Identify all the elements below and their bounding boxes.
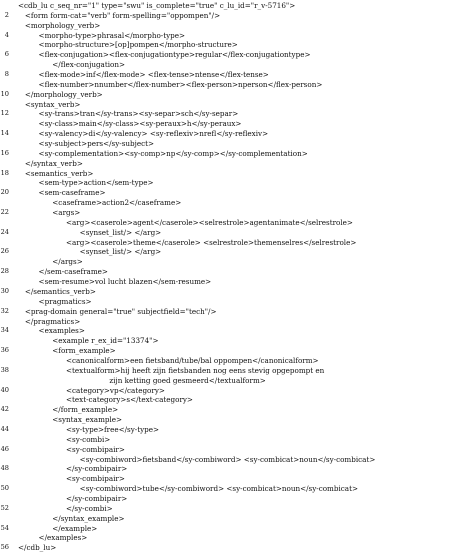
code-text: <arg><caserole>theme</caserole> <selrestrole>themenselres</selrestrole> <box>18 237 357 247</box>
code-line <box>0 218 472 228</box>
line-number: 32 <box>0 306 9 315</box>
code-line <box>0 257 472 267</box>
code-line <box>0 435 472 445</box>
code-text: <syntax_example> <box>18 415 123 425</box>
code-line <box>0 40 472 50</box>
code-line <box>0 129 472 139</box>
code-line <box>0 178 472 188</box>
code-text: <pragmatics> <box>18 296 92 306</box>
code-text: <morpho-structure>[op]pompen</morpho-structure> <box>18 40 238 50</box>
code-line <box>0 514 472 524</box>
line-number: 26 <box>0 247 9 256</box>
line-number: 54 <box>0 523 9 532</box>
code-text: <examples> <box>18 326 85 336</box>
code-line <box>0 504 472 514</box>
code-text: <sy-trans>tran</sy-trans><sy-separ>sch</sy-separ> <box>18 109 239 119</box>
code-line <box>0 494 472 504</box>
line-number: 4 <box>4 30 9 39</box>
code-text: </syntax_verb> <box>18 158 83 168</box>
code-line <box>0 11 472 21</box>
code-text: </sy-combipair> <box>18 493 128 503</box>
code-text: <text-category>s</text-category> <box>18 395 193 405</box>
code-text: <arg><caserole>agent</caserole><selrestrole>agentanimate</selrestrole> <box>18 217 353 227</box>
code-text: <sy-combiword>tube</sy-combiword> <sy-combicat>noun</sy-combicat> <box>18 484 358 494</box>
code-text: </syntax_example> <box>18 513 125 523</box>
code-text: <sy-subject>pers</sy-subject> <box>18 139 155 149</box>
code-line <box>0 169 472 179</box>
code-line <box>0 119 472 129</box>
code-line <box>0 524 472 534</box>
code-text: <sem-resume>vol lucht blazen</sem-resume> <box>18 277 212 287</box>
code-line <box>0 543 472 553</box>
line-number: 20 <box>0 188 9 197</box>
code-line <box>0 474 472 484</box>
code-text: <caseframe>action2</caseframe> <box>18 198 182 208</box>
code-text: <sy-combipair> <box>18 474 125 484</box>
code-text: </args> <box>18 257 83 267</box>
code-text: </sy-combi> <box>18 503 113 513</box>
line-number: 48 <box>0 464 9 473</box>
line-number: 30 <box>0 286 9 295</box>
line-number: 18 <box>0 168 9 177</box>
line-number: 28 <box>0 267 9 276</box>
code-text: <flex-number>nnumber</flex-number><flex-person>nperson</flex-person> <box>18 79 323 89</box>
code-line <box>0 188 472 198</box>
code-text: <textualform>hij heeft zijn fietsbanden nog eens stevig opgepompt en <box>18 365 325 375</box>
code-text: <flex-conjugation><flex-conjugationtype>regular</flex-conjugationtype> <box>18 50 311 60</box>
line-number: 34 <box>0 326 9 335</box>
code-line <box>0 50 472 60</box>
line-number: 56 <box>0 543 9 552</box>
code-line <box>0 80 472 90</box>
code-line <box>0 208 472 218</box>
code-line <box>0 464 472 474</box>
code-line <box>0 228 472 238</box>
code-text: <args> <box>18 208 81 218</box>
code-text: <sy-combipair> <box>18 444 125 454</box>
code-line <box>0 376 472 386</box>
code-line <box>0 198 472 208</box>
code-text: <example r_ex_id="13374"> <box>18 336 159 346</box>
code-line <box>0 109 472 119</box>
code-line <box>0 346 472 356</box>
code-line <box>0 31 472 41</box>
code-text: <sem-type>action</sem-type> <box>18 178 154 188</box>
code-line <box>0 455 472 465</box>
code-line <box>0 149 472 159</box>
line-number: 52 <box>0 503 9 512</box>
code-line <box>0 336 472 346</box>
code-line <box>0 70 472 80</box>
code-text: </sem-caseframe> <box>18 267 108 277</box>
line-number: 16 <box>0 148 9 157</box>
line-number: 40 <box>0 385 9 394</box>
code-text: <sy-class>main</sy-class><sy-peraux>h</sy-peraux> <box>18 119 242 129</box>
line-number: 36 <box>0 346 9 355</box>
code-text: <flex-mode>inf</flex-mode> <flex-tense>ntense</flex-tense> <box>18 70 269 80</box>
code-text: <morphology_verb> <box>18 20 101 30</box>
code-text: <form_example> <box>18 346 116 356</box>
code-line <box>0 159 472 169</box>
line-number: 2 <box>4 10 9 19</box>
line-number: 24 <box>0 227 9 236</box>
line-number: 8 <box>4 70 9 79</box>
code-text: <canonicalform>een fietsband/tube/bal oppompen</canonicalform> <box>18 355 319 365</box>
line-number: 6 <box>4 50 9 59</box>
code-text: <morpho-type>phrasal</morpho-type> <box>18 30 186 40</box>
code-line <box>0 533 472 543</box>
code-text: <form form-cat="verb" form-spelling="oppompen"/> <box>18 10 221 20</box>
line-number: 44 <box>0 424 9 433</box>
code-line <box>0 139 472 149</box>
code-line <box>0 356 472 366</box>
line-number: 42 <box>0 405 9 414</box>
code-text: zijn ketting goed gesmeerd</textualform> <box>18 375 266 385</box>
code-text: <synset_list/> </arg> <box>18 247 162 257</box>
code-text: </examples> <box>18 533 88 543</box>
line-number: 50 <box>0 484 9 493</box>
code-text: </cdb_lu> <box>18 543 57 553</box>
code-line <box>0 405 472 415</box>
code-line <box>0 277 472 287</box>
line-number: 10 <box>0 89 9 98</box>
code-line <box>0 287 472 297</box>
code-text: <sy-type>free</sy-type> <box>18 424 160 434</box>
line-number: 38 <box>0 365 9 374</box>
code-text: <cdb_lu c_seq_nr="1" type="swu" is_complete="true" c_lu_id="r_v-5716"> <box>18 1 296 10</box>
code-text: </example> <box>18 523 98 533</box>
code-line <box>0 415 472 425</box>
code-line <box>0 1 472 11</box>
code-text: <sem-caseframe> <box>18 188 106 198</box>
code-text: <sy-complementation><sy-comp>np</sy-comp></sy-complementation> <box>18 148 308 158</box>
code-line <box>0 21 472 31</box>
code-line <box>0 317 472 327</box>
code-text: <sy-combiword>fietsband</sy-combiword> <sy-combicat>noun</sy-combicat> <box>18 454 376 464</box>
code-line <box>0 247 472 257</box>
code-line <box>0 90 472 100</box>
line-number: 22 <box>0 208 9 217</box>
code-text: <syntax_verb> <box>18 99 81 109</box>
code-line <box>0 425 472 435</box>
line-number: 46 <box>0 444 9 453</box>
code-text: <category>vp</category> <box>18 385 165 395</box>
code-text: </sy-combipair> <box>18 464 128 474</box>
code-line <box>0 366 472 376</box>
code-line <box>0 395 472 405</box>
code-line <box>0 445 472 455</box>
code-text: <semantics_verb> <box>18 168 94 178</box>
code-line <box>0 60 472 70</box>
code-text: </form_example> <box>18 405 119 415</box>
code-text: <sy-combi> <box>18 434 111 444</box>
code-line <box>0 267 472 277</box>
code-text: <synset_list/> </arg> <box>18 227 162 237</box>
code-line <box>0 307 472 317</box>
code-text: <prag-domain general="true" subjectfield="tech"/> <box>18 306 217 316</box>
code-line <box>0 386 472 396</box>
code-line <box>0 484 472 494</box>
code-line <box>0 326 472 336</box>
code-text: </semantics_verb> <box>18 286 96 296</box>
line-number: 12 <box>0 109 9 118</box>
code-text: </pragmatics> <box>18 316 81 326</box>
code-text: </morphology_verb> <box>18 89 103 99</box>
code-line <box>0 297 472 307</box>
code-line <box>0 100 472 110</box>
code-line <box>0 238 472 248</box>
code-text: </flex-conjugation> <box>18 60 126 70</box>
line-number: 14 <box>0 129 9 138</box>
code-text: <sy-valency>di</sy-valency> <sy-reflexiv>nrefl</sy-reflexiv> <box>18 129 269 139</box>
